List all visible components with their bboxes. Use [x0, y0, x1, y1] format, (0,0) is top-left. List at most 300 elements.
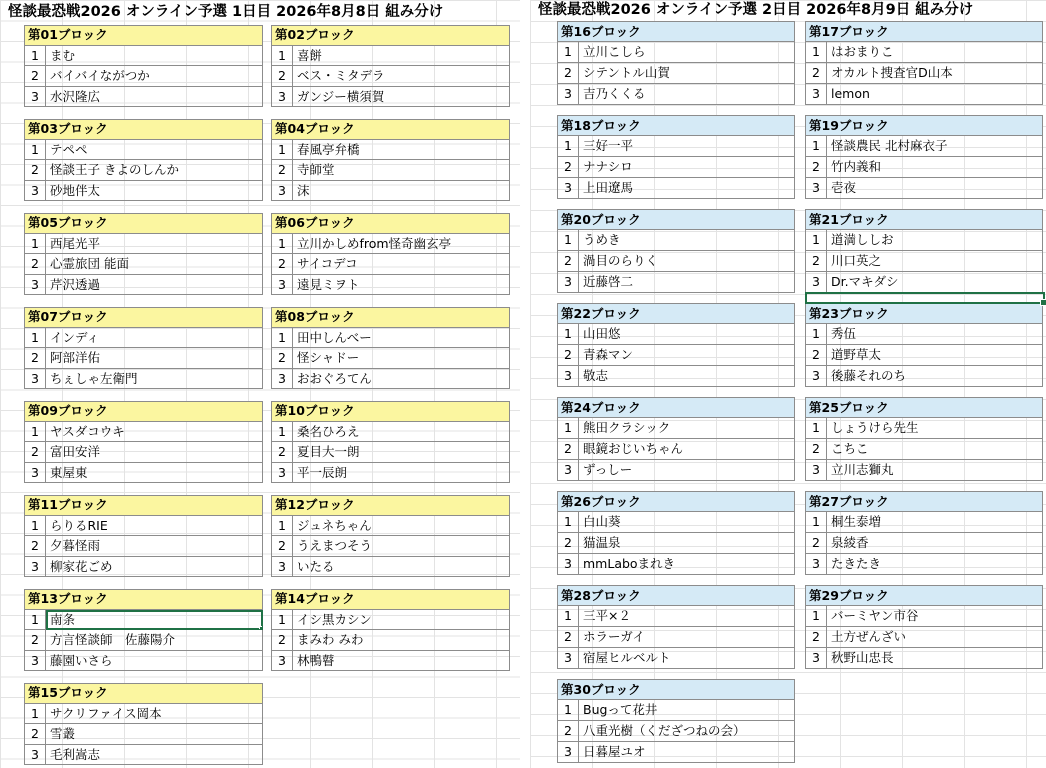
member-name-cell[interactable]: lemon	[827, 84, 1043, 105]
block-member-row	[557, 272, 795, 293]
block-member-row	[271, 463, 510, 484]
block-header[interactable]: 第12ブロック	[271, 495, 510, 516]
block-header[interactable]: 第03ブロック	[24, 119, 263, 140]
member-name-cell[interactable]: 青森マン	[579, 345, 795, 366]
member-name-cell[interactable]: サクリファイス岡本	[46, 704, 263, 725]
block-table	[271, 25, 510, 107]
member-seed-number[interactable]: 2	[557, 345, 579, 366]
block-member-row	[805, 324, 1043, 345]
member-seed-number[interactable]: 2	[557, 63, 579, 84]
block-table	[557, 491, 795, 575]
member-name-cell[interactable]: 立川こしら	[579, 42, 795, 63]
member-seed-number[interactable]: 1	[271, 140, 293, 161]
member-name-cell[interactable]: ガンジー横須賀	[293, 87, 510, 108]
member-name-cell[interactable]: 桑名ひろえ	[293, 422, 510, 443]
member-seed-number[interactable]: 2	[24, 442, 46, 463]
member-seed-number[interactable]: 1	[24, 46, 46, 67]
member-name-cell[interactable]: 道満ししお	[827, 230, 1043, 251]
member-name-cell[interactable]: 土方ぜんざい	[827, 627, 1043, 648]
member-seed-number[interactable]: 2	[24, 536, 46, 557]
member-seed-number[interactable]: 1	[24, 516, 46, 537]
member-name-cell[interactable]: 沫	[293, 181, 510, 202]
block-member-row	[271, 275, 510, 296]
member-seed-number[interactable]: 1	[557, 136, 579, 157]
member-seed-number[interactable]: 3	[805, 554, 827, 575]
member-name-cell[interactable]: mmLaboまれき	[579, 554, 795, 575]
block-header[interactable]: 第01ブロック	[24, 25, 263, 46]
member-name-cell[interactable]: 日暮屋ユオ	[579, 742, 795, 763]
member-name-cell[interactable]: インディ	[46, 328, 263, 349]
member-name-cell[interactable]: 西尾光平	[46, 234, 263, 255]
block-table	[271, 119, 510, 201]
member-name-cell[interactable]: 山田悠	[579, 324, 795, 345]
block-table	[805, 115, 1043, 199]
member-name-cell[interactable]: 三好一平	[579, 136, 795, 157]
member-name-cell[interactable]: イシ黒カシン	[293, 610, 510, 631]
member-name-cell[interactable]: しょうけら先生	[827, 418, 1043, 439]
member-name-cell[interactable]: 立川かしめfrom怪奇幽玄亭	[293, 234, 510, 255]
member-name-cell[interactable]: 砂地伴太	[46, 181, 263, 202]
block-header[interactable]: 第26ブロック	[557, 491, 795, 512]
member-name-cell[interactable]: 夕暮怪雨	[46, 536, 263, 557]
member-seed-number[interactable]: 2	[805, 627, 827, 648]
block-table	[24, 589, 263, 671]
member-seed-number[interactable]: 1	[271, 516, 293, 537]
block-table	[805, 397, 1043, 481]
member-seed-number[interactable]: 3	[557, 366, 579, 387]
member-seed-number[interactable]: 1	[805, 606, 827, 627]
block-member-row	[805, 178, 1043, 199]
block-header[interactable]: 第18ブロック	[557, 115, 795, 136]
member-name-cell[interactable]: 渦目のらりく	[579, 251, 795, 272]
block-member-row	[805, 42, 1043, 63]
member-seed-number[interactable]: 1	[805, 512, 827, 533]
member-name-cell[interactable]: 雪叢	[46, 724, 263, 745]
member-name-cell[interactable]: 壱夜	[827, 178, 1043, 199]
member-seed-number[interactable]: 3	[271, 87, 293, 108]
member-seed-number[interactable]: 1	[271, 234, 293, 255]
block-member-row	[24, 536, 263, 557]
member-seed-number[interactable]: 3	[805, 178, 827, 199]
block-member-row	[24, 442, 263, 463]
member-seed-number[interactable]: 2	[24, 254, 46, 275]
member-name-cell[interactable]: はおまりこ	[827, 42, 1043, 63]
member-name-cell[interactable]: まむ	[46, 46, 263, 67]
member-seed-number[interactable]: 3	[557, 178, 579, 199]
member-name-cell[interactable]: 芹沢透過	[46, 275, 263, 296]
member-seed-number[interactable]: 3	[805, 84, 827, 105]
member-name-cell[interactable]: 近藤啓二	[579, 272, 795, 293]
member-seed-number[interactable]: 1	[24, 140, 46, 161]
block-table	[24, 683, 263, 765]
member-seed-number[interactable]: 1	[557, 230, 579, 251]
member-name-cell[interactable]: 遠見ミヲト	[293, 275, 510, 296]
block-member-row	[557, 42, 795, 63]
member-seed-number[interactable]: 3	[557, 272, 579, 293]
member-seed-number[interactable]: 2	[24, 160, 46, 181]
member-name-cell[interactable]: うえまつそう	[293, 536, 510, 557]
member-name-cell[interactable]: ずっしー	[579, 460, 795, 481]
member-seed-number[interactable]: 3	[271, 557, 293, 578]
block-header[interactable]: 第29ブロック	[805, 585, 1043, 606]
block-member-row	[24, 463, 263, 484]
member-seed-number[interactable]: 2	[557, 721, 579, 742]
member-name-cell[interactable]: バーミヤン市谷	[827, 606, 1043, 627]
member-name-cell[interactable]: うめき	[579, 230, 795, 251]
block-member-row	[557, 627, 795, 648]
member-seed-number[interactable]: 3	[271, 181, 293, 202]
block-member-row	[805, 366, 1043, 387]
member-name-cell[interactable]: 三平×２	[579, 606, 795, 627]
member-seed-number[interactable]: 2	[271, 66, 293, 87]
member-seed-number[interactable]: 2	[805, 533, 827, 554]
block-member-row	[557, 721, 795, 742]
member-seed-number[interactable]: 1	[24, 422, 46, 443]
block-member-row	[271, 234, 510, 255]
member-name-cell[interactable]: 阿部洋佑	[46, 348, 263, 369]
block-header[interactable]: 第06ブロック	[271, 213, 510, 234]
member-name-cell[interactable]: ベス・ミタデラ	[293, 66, 510, 87]
member-name-cell[interactable]: 柳家花ごめ	[46, 557, 263, 578]
block-header[interactable]: 第20ブロック	[557, 209, 795, 230]
block-header[interactable]: 第22ブロック	[557, 303, 795, 324]
block-member-row	[557, 324, 795, 345]
member-name-cell[interactable]: たきたき	[827, 554, 1043, 575]
member-name-cell[interactable]: 八重光樹（くだざつねの会）	[579, 721, 795, 742]
member-name-cell[interactable]: 寺師堂	[293, 160, 510, 181]
member-seed-number[interactable]: 2	[271, 536, 293, 557]
member-name-cell[interactable]: ホラーガイ	[579, 627, 795, 648]
block-member-row	[24, 254, 263, 275]
member-seed-number[interactable]: 3	[805, 460, 827, 481]
block-table	[805, 21, 1043, 105]
member-name-cell[interactable]: 秀伍	[827, 324, 1043, 345]
block-member-row	[805, 439, 1043, 460]
block-header[interactable]: 第07ブロック	[24, 307, 263, 328]
member-seed-number[interactable]: 2	[557, 251, 579, 272]
block-header[interactable]: 第10ブロック	[271, 401, 510, 422]
member-name-cell[interactable]: ナナシロ	[579, 157, 795, 178]
block-table	[271, 589, 510, 671]
block-member-row	[24, 140, 263, 161]
member-seed-number[interactable]: 2	[271, 442, 293, 463]
member-name-cell[interactable]: 泉綾香	[827, 533, 1043, 554]
member-name-cell[interactable]: まみわ みわ	[293, 630, 510, 651]
member-seed-number[interactable]: 3	[805, 648, 827, 669]
block-member-row	[271, 369, 510, 390]
member-seed-number[interactable]: 3	[271, 275, 293, 296]
block-header[interactable]: 第27ブロック	[805, 491, 1043, 512]
member-name-cell[interactable]: 田中しんべー	[293, 328, 510, 349]
member-seed-number[interactable]: 3	[24, 557, 46, 578]
block-table	[557, 209, 795, 293]
block-member-row	[805, 345, 1043, 366]
member-name-cell[interactable]: 富田安洋	[46, 442, 263, 463]
block-member-row	[24, 87, 263, 108]
block-member-row	[271, 254, 510, 275]
member-seed-number[interactable]: 3	[271, 463, 293, 484]
block-member-row	[805, 533, 1043, 554]
block-member-row	[271, 46, 510, 67]
member-seed-number[interactable]: 3	[805, 272, 827, 293]
block-member-row	[557, 345, 795, 366]
member-seed-number[interactable]: 2	[24, 724, 46, 745]
block-header[interactable]: 第24ブロック	[557, 397, 795, 418]
block-member-row	[24, 516, 263, 537]
member-seed-number[interactable]: 2	[557, 627, 579, 648]
block-member-row	[24, 328, 263, 349]
member-seed-number[interactable]: 3	[24, 369, 46, 390]
member-seed-number[interactable]: 3	[557, 460, 579, 481]
member-seed-number[interactable]: 2	[271, 160, 293, 181]
member-seed-number[interactable]: 2	[805, 439, 827, 460]
block-header[interactable]: 第21ブロック	[805, 209, 1043, 230]
block-member-row	[557, 63, 795, 84]
member-name-cell[interactable]: 夏目大一朗	[293, 442, 510, 463]
member-seed-number[interactable]: 3	[805, 366, 827, 387]
member-name-cell[interactable]: 後藤それのち	[827, 366, 1043, 387]
member-name-cell[interactable]: 敬志	[579, 366, 795, 387]
member-seed-number[interactable]: 1	[271, 610, 293, 631]
member-seed-number[interactable]: 1	[557, 512, 579, 533]
block-member-row	[805, 606, 1043, 627]
block-member-row	[271, 140, 510, 161]
block-table	[557, 303, 795, 387]
block-table	[24, 25, 263, 107]
member-seed-number[interactable]: 2	[24, 630, 46, 651]
member-seed-number[interactable]: 1	[24, 610, 46, 631]
member-seed-number[interactable]: 3	[24, 745, 46, 766]
member-name-cell[interactable]: サイコデコ	[293, 254, 510, 275]
block-member-row	[24, 181, 263, 202]
block-header[interactable]: 第25ブロック	[805, 397, 1043, 418]
block-table	[24, 213, 263, 295]
block-member-row	[805, 554, 1043, 575]
block-member-row	[24, 724, 263, 745]
block-table	[805, 209, 1043, 293]
member-name-cell[interactable]: 方言怪談師 佐藤陽介	[46, 630, 263, 651]
sheet-title-day1: 怪談最恐戦2026 オンライン予選 1日目 2026年8月8日 組み分け	[8, 4, 444, 20]
member-seed-number[interactable]: 1	[271, 46, 293, 67]
block-table	[271, 495, 510, 577]
member-seed-number[interactable]: 1	[557, 324, 579, 345]
member-seed-number[interactable]: 2	[805, 157, 827, 178]
block-member-row	[557, 366, 795, 387]
member-seed-number[interactable]: 3	[557, 648, 579, 669]
member-seed-number[interactable]: 2	[805, 63, 827, 84]
member-seed-number[interactable]: 1	[557, 606, 579, 627]
member-name-cell[interactable]: 竹内義和	[827, 157, 1043, 178]
member-name-cell[interactable]: 怪シャドー	[293, 348, 510, 369]
block-header[interactable]: 第02ブロック	[271, 25, 510, 46]
member-name-cell[interactable]: 林鴨瞽	[293, 651, 510, 672]
fill-handle[interactable]	[259, 626, 263, 630]
member-seed-number[interactable]: 2	[271, 348, 293, 369]
member-seed-number[interactable]: 2	[805, 345, 827, 366]
member-seed-number[interactable]: 2	[271, 630, 293, 651]
block-header[interactable]: 第04ブロック	[271, 119, 510, 140]
block-member-row	[557, 418, 795, 439]
block-member-row	[271, 348, 510, 369]
block-member-row	[24, 630, 263, 651]
member-name-cell[interactable]: オカルト捜査官D山本	[827, 63, 1043, 84]
block-header[interactable]: 第14ブロック	[271, 589, 510, 610]
block-member-row	[557, 648, 795, 669]
member-name-cell[interactable]: 立川志獅丸	[827, 460, 1043, 481]
member-name-cell[interactable]: いたる	[293, 557, 510, 578]
block-header[interactable]: 第16ブロック	[557, 21, 795, 42]
member-name-cell[interactable]: おおぐろてん	[293, 369, 510, 390]
member-name-cell[interactable]: 道野草太	[827, 345, 1043, 366]
member-seed-number[interactable]: 1	[805, 136, 827, 157]
block-table	[557, 115, 795, 199]
member-name-cell[interactable]: 上田遼馬	[579, 178, 795, 199]
block-member-row	[557, 251, 795, 272]
member-name-cell[interactable]: バイバイながつか	[46, 66, 263, 87]
member-name-cell[interactable]: シテントル山賀	[579, 63, 795, 84]
block-header[interactable]: 第19ブロック	[805, 115, 1043, 136]
member-seed-number[interactable]: 3	[271, 369, 293, 390]
member-name-cell[interactable]: 藤園いさら	[46, 651, 263, 672]
member-seed-number[interactable]: 1	[24, 234, 46, 255]
member-name-cell[interactable]: 吉乃くくる	[579, 84, 795, 105]
block-member-row	[24, 348, 263, 369]
sheet-divider	[520, 0, 530, 768]
member-seed-number[interactable]: 3	[557, 742, 579, 763]
member-name-cell[interactable]: Dr.マキダシ	[827, 272, 1043, 293]
block-header[interactable]: 第17ブロック	[805, 21, 1043, 42]
member-seed-number[interactable]: 3	[24, 651, 46, 672]
member-name-cell[interactable]: 白山葵	[579, 512, 795, 533]
member-seed-number[interactable]: 2	[557, 439, 579, 460]
block-member-row	[271, 536, 510, 557]
member-seed-number[interactable]: 3	[24, 87, 46, 108]
block-table	[557, 679, 795, 763]
member-seed-number[interactable]: 2	[24, 348, 46, 369]
block-header[interactable]: 第13ブロック	[24, 589, 263, 610]
block-member-row	[557, 178, 795, 199]
member-seed-number[interactable]: 2	[805, 251, 827, 272]
block-header[interactable]: 第15ブロック	[24, 683, 263, 704]
block-member-row	[24, 46, 263, 67]
member-name-cell[interactable]: 秋野山忠長	[827, 648, 1043, 669]
block-member-row	[805, 136, 1043, 157]
selected-empty-cell[interactable]	[805, 292, 1045, 304]
member-name-cell[interactable]: テペペ	[46, 140, 263, 161]
block-member-row	[805, 84, 1043, 105]
block-member-row	[24, 651, 263, 672]
block-member-row	[805, 251, 1043, 272]
member-name-cell[interactable]: 平一辰朗	[293, 463, 510, 484]
member-name-cell[interactable]: 東屋東	[46, 463, 263, 484]
member-name-cell[interactable]: ジュネちゃん	[293, 516, 510, 537]
block-table	[24, 401, 263, 483]
block-member-row	[805, 627, 1043, 648]
member-seed-number[interactable]: 1	[271, 328, 293, 349]
member-seed-number[interactable]: 2	[271, 254, 293, 275]
member-seed-number[interactable]: 3	[24, 275, 46, 296]
block-header[interactable]: 第11ブロック	[24, 495, 263, 516]
member-seed-number[interactable]: 1	[557, 42, 579, 63]
member-seed-number[interactable]: 1	[24, 328, 46, 349]
member-name-cell[interactable]: 熊田クラシック	[579, 418, 795, 439]
member-name-cell[interactable]: ちぇしゃ左衛門	[46, 369, 263, 390]
member-name-cell[interactable]: 水沢隆広	[46, 87, 263, 108]
member-name-cell[interactable]: こちこ	[827, 439, 1043, 460]
member-seed-number[interactable]: 1	[805, 324, 827, 345]
block-member-row	[557, 533, 795, 554]
block-member-row	[271, 87, 510, 108]
block-header[interactable]: 第05ブロック	[24, 213, 263, 234]
block-header[interactable]: 第28ブロック	[557, 585, 795, 606]
member-seed-number[interactable]: 2	[24, 66, 46, 87]
block-member-row	[24, 610, 263, 631]
block-member-row	[805, 230, 1043, 251]
block-member-row	[271, 181, 510, 202]
block-table	[805, 585, 1043, 669]
block-member-row	[24, 557, 263, 578]
member-name-cell[interactable]: 眼鏡おじいちゃん	[579, 439, 795, 460]
member-name-cell[interactable]: らりるRIE	[46, 516, 263, 537]
block-table	[271, 401, 510, 483]
block-member-row	[557, 157, 795, 178]
member-seed-number[interactable]: 3	[24, 463, 46, 484]
fill-handle[interactable]	[1040, 299, 1046, 306]
member-seed-number[interactable]: 1	[24, 704, 46, 725]
member-name-cell[interactable]: 猫温泉	[579, 533, 795, 554]
member-seed-number[interactable]: 2	[557, 157, 579, 178]
member-seed-number[interactable]: 1	[805, 418, 827, 439]
block-member-row	[24, 422, 263, 443]
block-member-row	[805, 418, 1043, 439]
member-name-cell[interactable]: 怪談王子 きよのしんか	[46, 160, 263, 181]
member-name-cell[interactable]: 南条	[46, 610, 263, 631]
member-name-cell[interactable]: 心霊旅団 能面	[46, 254, 263, 275]
member-seed-number[interactable]: 1	[557, 418, 579, 439]
block-member-row	[805, 512, 1043, 533]
block-header[interactable]: 第08ブロック	[271, 307, 510, 328]
block-header[interactable]: 第23ブロック	[805, 303, 1043, 324]
block-header[interactable]: 第30ブロック	[557, 679, 795, 700]
member-name-cell[interactable]: ヤスダコウキ	[46, 422, 263, 443]
member-name-cell[interactable]: Bugって花井	[579, 700, 795, 721]
member-seed-number[interactable]: 1	[805, 42, 827, 63]
block-member-row	[271, 66, 510, 87]
block-header[interactable]: 第09ブロック	[24, 401, 263, 422]
member-name-cell[interactable]: 宿屋ヒルベルト	[579, 648, 795, 669]
member-seed-number[interactable]: 1	[271, 422, 293, 443]
member-seed-number[interactable]: 3	[557, 84, 579, 105]
member-name-cell[interactable]: 喜餅	[293, 46, 510, 67]
block-table	[805, 303, 1043, 387]
member-seed-number[interactable]: 1	[805, 230, 827, 251]
member-seed-number[interactable]: 3	[24, 181, 46, 202]
block-member-row	[24, 369, 263, 390]
member-name-cell[interactable]: 桐生泰増	[827, 512, 1043, 533]
member-seed-number[interactable]: 2	[557, 533, 579, 554]
member-seed-number[interactable]: 3	[557, 554, 579, 575]
member-seed-number[interactable]: 3	[271, 651, 293, 672]
block-member-row	[557, 136, 795, 157]
member-name-cell[interactable]: 毛利嵩志	[46, 745, 263, 766]
block-member-row	[557, 439, 795, 460]
member-name-cell[interactable]: 川口英之	[827, 251, 1043, 272]
member-name-cell[interactable]: 怪談農民 北村麻衣子	[827, 136, 1043, 157]
block-member-row	[24, 234, 263, 255]
block-member-row	[24, 275, 263, 296]
member-seed-number[interactable]: 1	[557, 700, 579, 721]
member-name-cell[interactable]: 春風亭弁橋	[293, 140, 510, 161]
